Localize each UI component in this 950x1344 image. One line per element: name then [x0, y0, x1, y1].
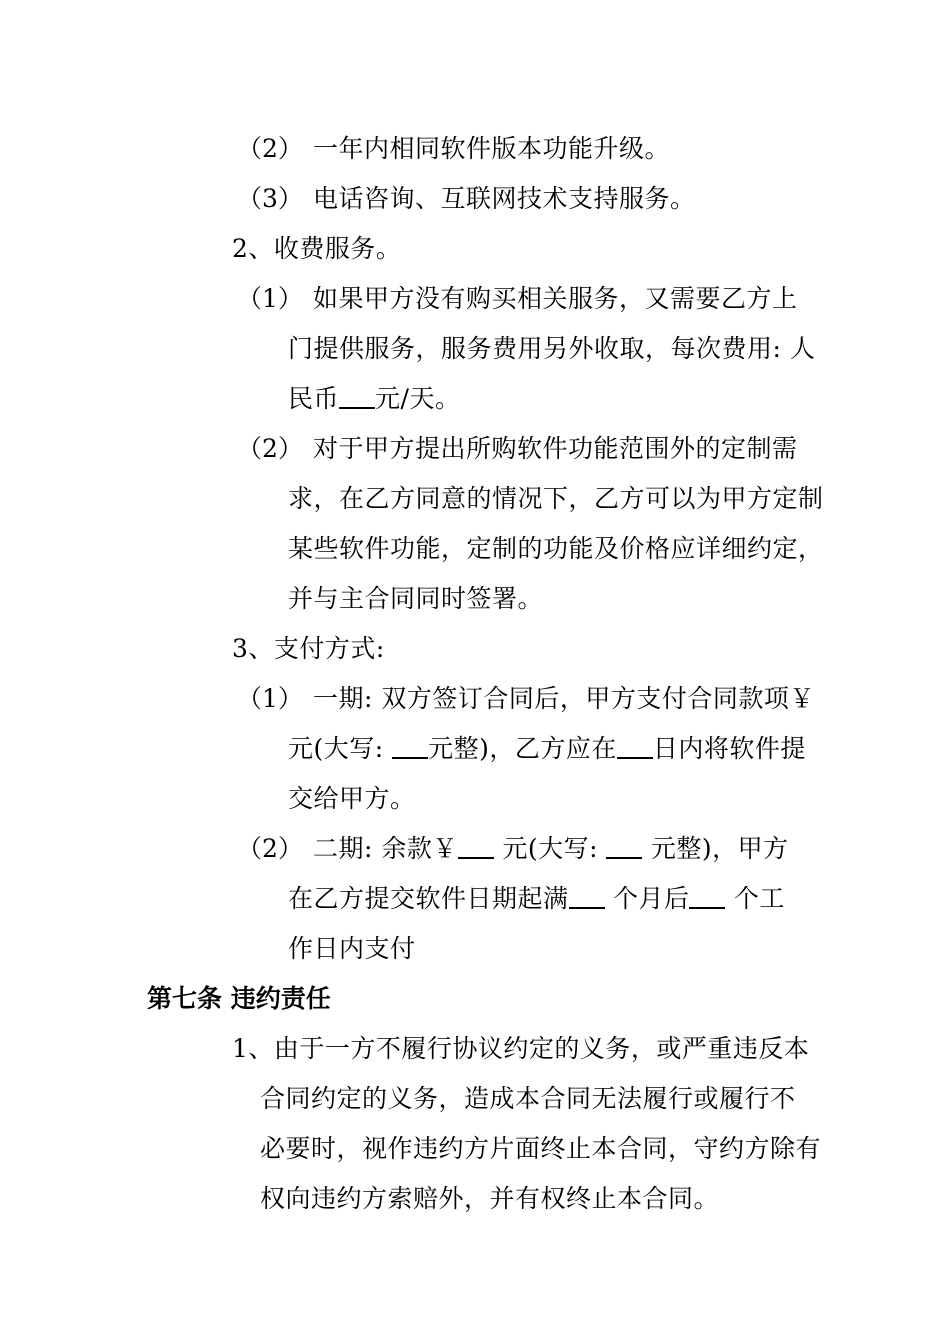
item-text: 求，在乙方同意的情况下，乙方可以为甲方定制	[288, 484, 824, 513]
item-text: 并与主合同同时签署。	[288, 584, 544, 613]
section-heading: 2、收费服务。	[232, 234, 402, 263]
item-text: 门提供服务，服务费用另外收取，每次费用: 人	[288, 334, 816, 363]
section-heading: 3、支付方式:	[232, 634, 385, 663]
item-text-line	[288, 884, 785, 914]
item-text: 合同约定的义务，造成本合同无法履行或履行不	[260, 1084, 796, 1113]
text-fragment: 元/天。	[375, 384, 461, 413]
item-text: 权向违约方索赔外，并有权终止本合同。	[260, 1184, 720, 1213]
fill-in-blank[interactable]	[617, 735, 653, 759]
text-fragment: 元整)，乙方应在	[428, 734, 617, 763]
text-fragment: 在乙方提交软件日期起满	[288, 884, 569, 913]
text-fragment: 元(大写:	[288, 734, 393, 763]
item-text-line	[288, 734, 806, 764]
item-text: 必要时，视作违约方片面终止本合同，守约方除有	[260, 1134, 822, 1163]
item-text: 如果甲方没有购买相关服务，又需要乙方上	[313, 284, 798, 313]
item-number: （1）	[237, 684, 303, 713]
item-number: （2）	[237, 134, 303, 163]
item-number: （3）	[237, 184, 303, 213]
item-number: （2）	[237, 434, 303, 463]
text-fragment: 民币	[288, 384, 340, 413]
item-text: 一年内相同软件版本功能升级。	[313, 134, 671, 163]
text-fragment: 日内将软件提	[652, 734, 806, 763]
item-text: 电话咨询、互联网技术支持服务。	[313, 184, 696, 213]
item-number: （1）	[237, 284, 303, 313]
text-fragment: 元(大写:	[493, 834, 607, 863]
text-fragment: 个工	[725, 884, 785, 913]
article-heading: 第七条 违约责任	[147, 984, 331, 1013]
fill-in-blank[interactable]	[606, 835, 642, 859]
item-text-line	[313, 834, 789, 864]
fill-in-blank[interactable]	[689, 885, 725, 909]
text-fragment: 个月后	[604, 884, 690, 913]
item-text: 对于甲方提出所购软件功能范围外的定制需	[313, 434, 798, 463]
item-text: 1、由于一方不履行协议约定的义务，或严重违反本	[232, 1034, 810, 1063]
text-fragment: 元整)，甲方	[642, 834, 789, 863]
text-fragment: 二期: 余款￥	[313, 834, 458, 863]
fill-in-blank[interactable]	[392, 735, 428, 759]
item-text: 作日内支付	[288, 934, 416, 963]
item-text: 交给甲方。	[288, 784, 416, 813]
item-text: 某些软件功能，定制的功能及价格应详细约定，	[288, 534, 824, 563]
item-text-line	[288, 384, 460, 414]
item-text: 一期: 双方签订合同后，甲方支付合同款项￥	[313, 684, 815, 713]
fill-in-blank[interactable]	[339, 385, 375, 409]
fill-in-blank[interactable]	[569, 885, 605, 909]
item-number: （2）	[237, 834, 303, 863]
fill-in-blank[interactable]	[458, 835, 494, 859]
